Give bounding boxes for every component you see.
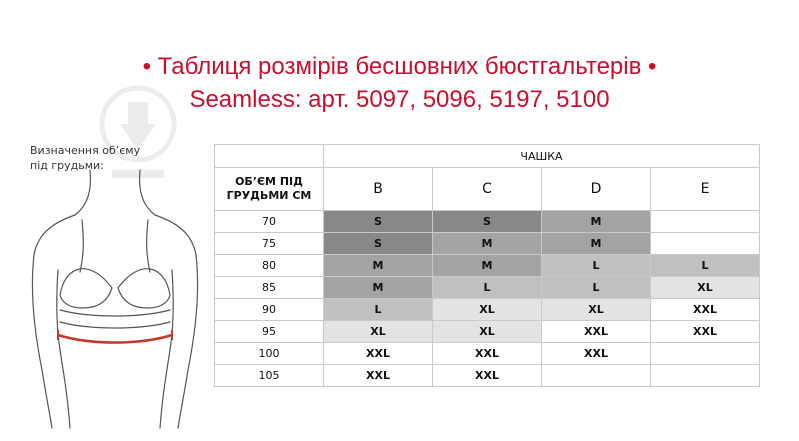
size-cell: XXL xyxy=(651,321,760,343)
band-cell: 80 xyxy=(215,255,324,277)
cup-header-cell: C xyxy=(433,168,542,211)
size-cell: L xyxy=(542,255,651,277)
table-row xyxy=(215,277,760,299)
size-cell: XXL xyxy=(324,343,433,365)
size-cell: M xyxy=(542,233,651,255)
size-cell: XXL xyxy=(324,365,433,387)
size-cell: L xyxy=(324,299,433,321)
size-cell: S xyxy=(433,211,542,233)
band-column-header: ОБ’ЄМ ПІД ГРУДЬМИ СМ xyxy=(215,168,324,211)
table-header-row xyxy=(215,145,760,168)
table-row xyxy=(215,365,760,387)
size-cell xyxy=(651,211,760,233)
size-cell xyxy=(542,365,651,387)
table-row xyxy=(215,211,760,233)
band-cell: 105 xyxy=(215,365,324,387)
size-cell: M xyxy=(324,277,433,299)
size-table xyxy=(214,144,760,387)
size-cell: XL xyxy=(542,299,651,321)
cup-header: ЧАШКА xyxy=(324,145,760,168)
table-row xyxy=(215,255,760,277)
cup-header-cell: E xyxy=(651,168,760,211)
size-cell: XL xyxy=(651,277,760,299)
size-cell: S xyxy=(324,233,433,255)
title-line-1: • Таблиця розмірів бесшовних бюстгальтерів • xyxy=(142,53,657,80)
size-cell: L xyxy=(651,255,760,277)
size-cell: L xyxy=(433,277,542,299)
table-cup-row xyxy=(215,168,760,211)
size-cell: L xyxy=(542,277,651,299)
table-row xyxy=(215,299,760,321)
size-cell: XXL xyxy=(433,343,542,365)
size-cell: M xyxy=(433,233,542,255)
size-cell: XL xyxy=(324,321,433,343)
size-cell: XXL xyxy=(542,321,651,343)
size-cell: XXL xyxy=(542,343,651,365)
cup-header-cell: B xyxy=(324,168,433,211)
size-cell: XXL xyxy=(433,365,542,387)
size-cell: M xyxy=(433,255,542,277)
size-cell: XL xyxy=(433,299,542,321)
band-cell: 90 xyxy=(215,299,324,321)
torso-illustration xyxy=(20,160,210,430)
size-cell: M xyxy=(542,211,651,233)
table-row xyxy=(215,343,760,365)
band-cell: 95 xyxy=(215,321,324,343)
band-cell: 100 xyxy=(215,343,324,365)
size-cell: XXL xyxy=(651,299,760,321)
band-cell: 75 xyxy=(215,233,324,255)
band-cell: 70 xyxy=(215,211,324,233)
table-row xyxy=(215,321,760,343)
size-cell: S xyxy=(324,211,433,233)
cup-header-cell: D xyxy=(542,168,651,211)
measure-label: Визначення об’єму під грудьми: xyxy=(30,144,141,172)
size-cell xyxy=(651,365,760,387)
size-cell: XL xyxy=(433,321,542,343)
size-cell xyxy=(651,233,760,255)
table-row xyxy=(215,233,760,255)
size-cell: M xyxy=(324,255,433,277)
empty-corner-cell xyxy=(215,145,324,168)
band-cell: 85 xyxy=(215,277,324,299)
size-cell xyxy=(651,343,760,365)
title-line-2: Seamless: арт. 5097, 5096, 5197, 5100 xyxy=(189,86,610,113)
